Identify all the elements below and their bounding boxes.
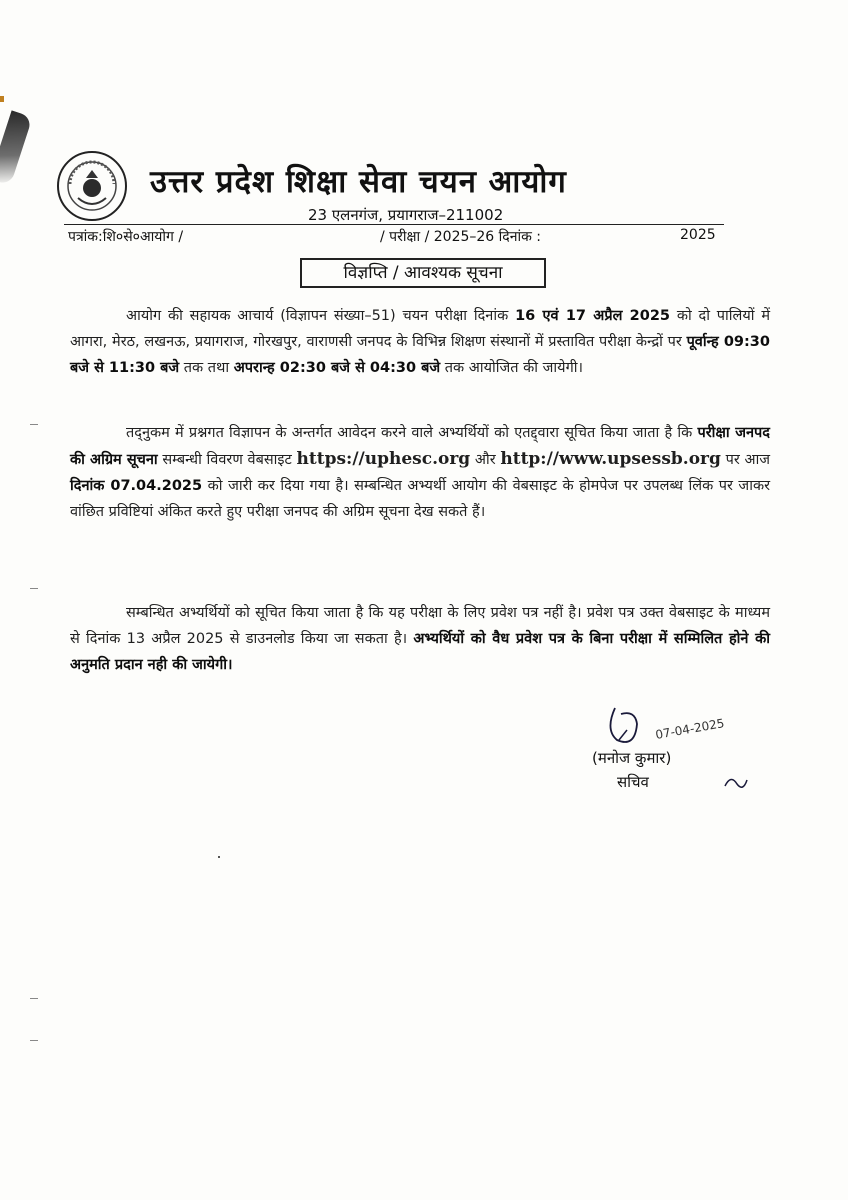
paragraph-advance-notice: तद्नुकम में प्रश्नगत विज्ञापन के अन्तर्गत आवेदन करने वाले अभ्यर्थियों को एतद्द्वारा सूचित किया जाता है कि परीक्षा जनपद की अग्रिम सूचना सम्बन्धी विवरण वेबसाइट https://uphesc.org और http://www.upsessb.org पर आज दिनांक 07.04.2025 को जारी कर दिया गया है। सम्बन्धित अभ्यर्थी आयोग की वेबसाइट के होमपेज पर उपलब्ध लिंक पर जाकर वांछित प्रविष्टियां अंकित करते हुए परीक्षा जनपद की अग्रिम सूचना देख सकते हैं। <box>70 425 771 520</box>
website-link-upsessb[interactable]: http://www.upsessb.org <box>500 449 721 469</box>
website-link-uphesc[interactable]: https://uphesc.org <box>296 449 471 469</box>
scan-shadow-mark <box>0 110 33 185</box>
margin-dash <box>30 998 38 999</box>
scan-dot <box>218 856 220 858</box>
notice-heading: विज्ञप्ति / आवश्यक सूचना <box>300 258 546 288</box>
scan-speck <box>0 96 4 102</box>
organization-title: उत्तर प्रदेश शिक्षा सेवा चयन आयोग <box>150 164 567 200</box>
signatory-designation: सचिव <box>617 773 649 791</box>
paragraph-exam-schedule: आयोग की सहायक आचार्य (विज्ञापन संख्या–51) चयन परीक्षा दिनांक 16 एवं 17 अप्रैल 2025 को दो पालियों में आगरा, मेरठ, लखनऊ, प्रयागराज, गोरखपुर, वाराणसी जनपद के विभिन्न शिक्षण संस्थानों में प्रस्तावित परीक्षा केन्द्रों पर पूर्वान्ह 09:30 बजे से 11:30 बजे तक तथा अपरान्ह 02:30 बजे से 04:30 बजे तक आयोजित की जायेगी। <box>70 308 771 376</box>
paragraph-admit-card: सम्बन्धित अभ्यर्थियों को सूचित किया जाता है कि यह परीक्षा के लिए प्रवेश पत्र नहीं है। प्रवेश पत्र उक्त वेबसाइट के माध्यम से दिनांक 13 अप्रैल 2025 से डाउनलोड किया जा सकता है। अभ्यर्थियों को वैध प्रवेश पत्र के बिना परीक्षा में सम्मिलित होने की अनुमति प्रदान नही की जायेगी। <box>70 605 770 673</box>
signature-date: 07-04-2025 <box>654 716 726 742</box>
organization-address: 23 एलनगंज, प्रयागराज–211002 <box>308 206 504 224</box>
margin-dash <box>30 1040 38 1041</box>
letter-reference-date: / परीक्षा / 2025–26 दिनांक : <box>380 229 542 245</box>
commission-emblem-icon <box>56 150 128 222</box>
letter-reference-number: पत्रांक:शि०से०आयोग / <box>68 229 184 245</box>
margin-dash <box>30 424 38 425</box>
signatory-name: (मनोज कुमार) <box>592 749 672 767</box>
header-rule <box>64 224 724 225</box>
margin-dash <box>30 588 38 589</box>
letter-reference-year: 2025 <box>680 227 716 243</box>
